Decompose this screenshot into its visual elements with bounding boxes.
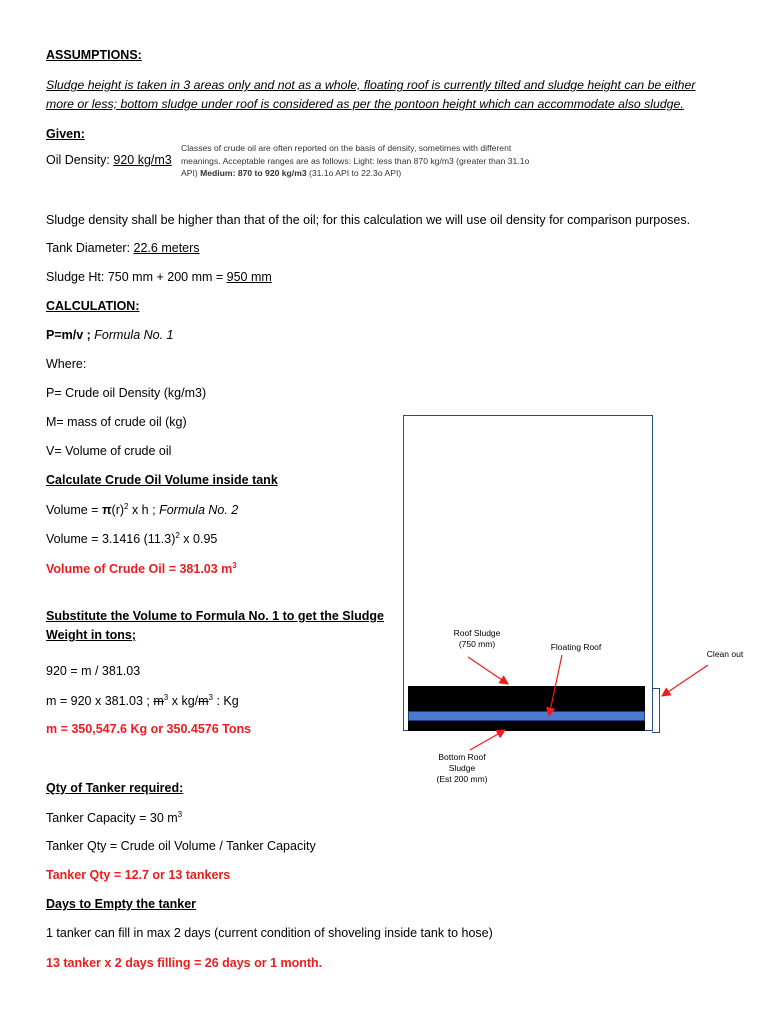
volume-result-sup: 3 [232, 561, 237, 570]
volume-calc-a: Volume = 3.1416 (11.3) [46, 532, 176, 547]
formula-2-sup: 2 [124, 502, 129, 511]
volume-calc-sup: 2 [175, 531, 180, 540]
sludge-height-label: Sludge Ht: 750 mm + 200 mm = [46, 270, 227, 284]
bottom-sludge-arrow [470, 730, 505, 750]
assumptions-line-2: more or less; bottom sludge under roof is considered as per the pontoon height which can accommodate also sludge. [46, 97, 684, 111]
formula-2-a: Volume = [46, 503, 102, 518]
pi-symbol: π [101, 503, 112, 518]
formula-2-d: x h ; [128, 503, 160, 518]
days-line-1: 1 tanker can fill in max 2 days (current condition of shoveling inside tank to hose) [46, 926, 493, 940]
roof-sludge-label-2: (750 mm) [458, 639, 496, 649]
clean-out-arrow [662, 665, 708, 696]
assumptions-line-1: Sludge height is taken in 3 areas only and not as a whole, floating roof is currently tilted and sludge height can be either [46, 78, 696, 92]
density-note-line-3a: API) [181, 168, 201, 178]
density-note-line-1: Classes of crude oil are often reported on the basis of density, sometimes with different [181, 143, 512, 153]
roof-sludge-label-1: Roof Sludge [453, 628, 501, 638]
substitute-line-1: Substitute the Volume to Formula No. 1 to get the Sludge [46, 609, 384, 623]
eq2-d: m [198, 694, 209, 709]
density-note-medium: Medium: 870 to 920 kg/m3 [200, 168, 307, 178]
substitute-line-2: Weight in tons; [46, 628, 137, 642]
tank-diameter-value: 22.6 meters [133, 241, 200, 255]
density-note-line-2: meanings. Acceptable ranges are as follows: Light: less than 870 kg/m3 (greater than 31.1o [181, 155, 530, 166]
days-heading: Days to Empty the tanker [46, 897, 197, 911]
assumptions-heading: ASSUMPTIONS: [46, 48, 142, 62]
volume-calc-b: x 0.95 [179, 532, 218, 547]
sludge-density-note: Sludge density shall be higher than that of the oil; for this calculation we will use oil density for comparison purposes. [46, 213, 691, 227]
formula-1-name: Formula No. 1 [94, 328, 174, 342]
eq2-c: x kg/ [168, 694, 199, 709]
eq2-sup1: 3 [163, 693, 169, 702]
calculation-heading: CALCULATION: [46, 299, 140, 313]
volume-result-text: Volume of Crude Oil = 381.03 m [46, 562, 233, 577]
floating-roof-label: Floating Roof [550, 642, 602, 652]
bottom-sludge-label-3: (Est 200 mm) [436, 774, 488, 784]
roof-sludge-arrow [468, 657, 508, 684]
eq2-sup2: 3 [208, 693, 213, 702]
definition-v: V= Volume of crude oil [46, 444, 172, 458]
tanker-qty-result: Tanker Qty = 12.7 or 13 tankers [46, 868, 231, 882]
definition-p: P= Crude oil Density (kg/m3) [46, 386, 207, 400]
definition-m: M= mass of crude oil (kg) [46, 415, 187, 429]
where-label: Where: [46, 357, 87, 371]
oil-density-value: 920 kg/m3 [113, 153, 172, 167]
tank-diameter-label: Tank Diameter: [46, 241, 134, 255]
mass-result: m = 350,547.6 Kg or 350.4576 Tons [46, 722, 252, 736]
formula-2-c: (r) [111, 503, 125, 518]
formula-1-expr: P=m/v ; [46, 328, 95, 342]
equation-1: 920 = m / 381.03 [46, 664, 141, 678]
eq2-e: : Kg [213, 694, 239, 709]
floating-roof-arrow [549, 655, 562, 716]
tanker-capacity-text: Tanker Capacity = 30 m [46, 811, 178, 826]
tanker-capacity-sup: 3 [177, 810, 183, 819]
formula-2-name: Formula No. 2 [159, 503, 239, 518]
eq2-b: m [153, 694, 164, 709]
tanker-qty-formula: Tanker Qty = Crude oil Volume / Tanker Capacity [46, 839, 316, 853]
eq2-a: m = 920 x 381.03 ; [46, 694, 154, 709]
bottom-sludge-label-2: Sludge [448, 763, 476, 773]
sludge-height-value: 950 mm [226, 270, 272, 284]
volume-heading: Calculate Crude Oil Volume inside tank [46, 473, 278, 487]
days-result: 13 tanker x 2 days filling = 26 days or 1 month. [46, 956, 323, 970]
given-heading: Given: [46, 127, 85, 141]
clean-out-label: Clean out [706, 649, 744, 659]
tanker-heading: Qty of Tanker required: [46, 781, 184, 795]
oil-density-label: Oil Density: [46, 153, 114, 167]
density-note-line-3c: (31.1o API to 22.3o API) [306, 168, 402, 178]
bottom-sludge-label-1: Bottom Roof [438, 752, 486, 762]
